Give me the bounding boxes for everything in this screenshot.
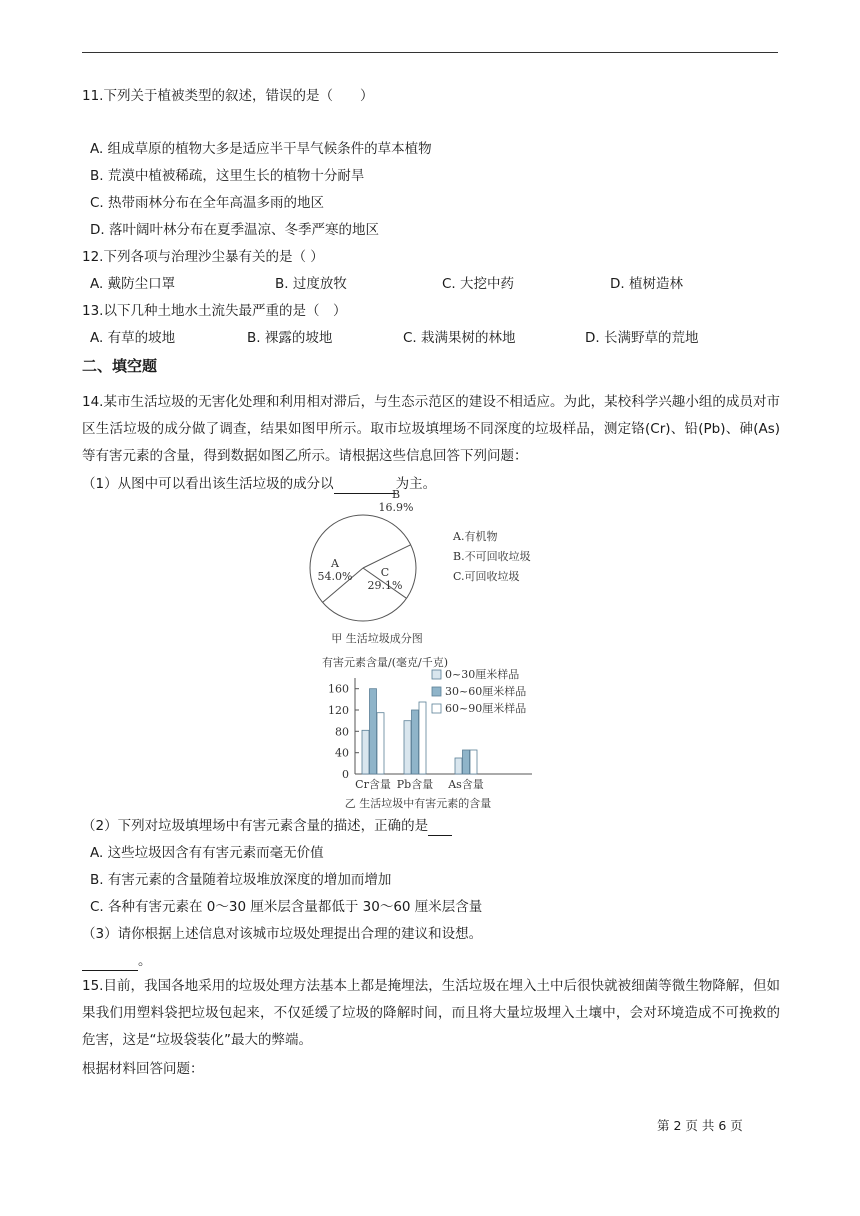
bar-category-label: As含量	[448, 778, 484, 791]
q12-option-c: C. 大挖中药	[442, 276, 515, 292]
q12-stem: 12.下列各项与治理沙尘暴有关的是（ ）	[82, 249, 324, 265]
q14-sub3-answer	[82, 951, 152, 971]
q13-option-b: B. 裸露的坡地	[247, 330, 333, 346]
q14-sub1-blank	[334, 477, 396, 494]
bar-category-label: Cr含量	[355, 778, 391, 791]
bar-y-tick-label: 120	[328, 704, 349, 717]
bar-As含量-60~90厘米样品	[470, 750, 477, 774]
bar-Pb含量-0~30厘米样品	[404, 721, 411, 774]
q11-stem: 11.下列关于植被类型的叙述，错误的是（ ）	[82, 88, 374, 104]
q14-figures	[300, 488, 570, 816]
bar-Cr含量-30~60厘米样品	[370, 689, 377, 774]
q13-stem: 13.以下几种土地水土流失最严重的是（ ）	[82, 303, 347, 319]
bar-y-tick-label: 40	[335, 746, 349, 760]
bar-legend-item: 0~30厘米样品	[445, 668, 520, 681]
bar-legend-swatch	[432, 670, 441, 679]
bar-legend-swatch	[432, 687, 441, 696]
bar-y-tick-label: 160	[328, 682, 349, 696]
bar-Cr含量-60~90厘米样品	[377, 713, 384, 774]
pie-legend-item: C.可回收垃圾	[453, 570, 520, 583]
q11-option-c: C. 热带雨林分布在全年高温多雨的地区	[90, 195, 325, 211]
q13-option-c: C. 栽满果树的林地	[403, 330, 516, 346]
pie-slice-label-a: A	[331, 557, 339, 570]
bar-legend-item: 30~60厘米样品	[445, 685, 527, 698]
q14-sub2-option-b: B. 有害元素的含量随着垃圾堆放深度的增加而增加	[90, 872, 392, 888]
bar-chart-ylabel: 有害元素含量/(毫克/千克)	[322, 656, 448, 669]
pie-chart	[310, 488, 416, 621]
q14-sub2-option-c: C. 各种有害元素在 0～30 厘米层含量都低于 30～60 厘米层含量	[90, 899, 483, 915]
q14-sub2	[82, 816, 452, 836]
bar-Pb含量-60~90厘米样品	[419, 702, 426, 774]
q14-sub1-text: （1）从图中可以看出该生活垃圾的成分以	[82, 476, 334, 492]
pie-slice-boundary-b	[363, 545, 411, 568]
bar-legend	[432, 667, 526, 715]
q14-sub3-blank	[82, 954, 138, 971]
bar-Pb含量-30~60厘米样品	[412, 710, 419, 774]
q14-sub1-tail: 为主。	[395, 476, 437, 492]
q13-option-a: A. 有草的坡地	[90, 330, 176, 346]
bar-As含量-0~30厘米样品	[455, 758, 462, 774]
bar-As含量-30~60厘米样品	[463, 750, 470, 774]
pie-slice-value-b: 16.9%	[378, 501, 414, 514]
pie-legend	[452, 529, 531, 583]
pie-slice-label-c: C	[380, 566, 390, 579]
q14-sub2-option-a: A. 这些垃圾因含有有害元素而毫无价值	[90, 845, 324, 861]
q12-option-a: A. 戴防尘口罩	[90, 276, 176, 292]
bar-y-tick-label: 0	[342, 768, 349, 781]
bar-category-label: Pb含量	[396, 778, 434, 791]
pie-legend-item: A.有机物	[453, 530, 498, 543]
pie-chart-title: 甲 生活垃圾成分图	[331, 632, 423, 645]
q12-option-b: B. 过度放牧	[275, 276, 347, 292]
q13-option-d: D. 长满野草的荒地	[585, 330, 699, 346]
q14-sub3: （3）请你根据上述信息对该城市垃圾处理提出合理的建议和设想。	[82, 926, 483, 942]
header-rule	[82, 52, 778, 53]
pie-slice-value-a: 54.0%	[317, 570, 353, 583]
q11-option-d: D. 落叶阔叶林分布在夏季温凉、冬季严寒的地区	[90, 222, 379, 238]
section-heading: 二、填空题	[82, 357, 158, 375]
page-footer: 第 2 页 共 6 页	[657, 1118, 743, 1133]
q11-option-a: A. 组成草原的植物大多是适应半干旱气候条件的草本植物	[90, 141, 432, 157]
q14-intro: 14.某市生活垃圾的无害化处理和利用相对滞后，与生态示范区的建设不相适应。为此，某校科学兴趣小组的成员对市区生活垃圾的成分做了调查，结果如图甲所示。取市垃圾填埋场不同深度的垃圾样品，测定铬(Cr)、铅(Pb)、砷(As)等有害元素的含量，得到数据如图乙所示。请根据这些信息回答下列问题：	[82, 394, 780, 464]
q11-option-b: B. 荒漠中植被稀疏，这里生长的植物十分耐旱	[90, 168, 365, 184]
q14-sub2-text: （2）下列对垃圾填埋场中有害元素含量的描述，正确的是	[82, 818, 429, 834]
bar-y-tick-label: 80	[335, 725, 349, 739]
q14-sub1	[82, 474, 436, 494]
bar-Cr含量-0~30厘米样品	[362, 730, 369, 774]
q12-option-d: D. 植树造林	[610, 276, 683, 292]
q14-sub2-blank	[428, 819, 452, 836]
q15-prompt: 根据材料回答问题：	[82, 1061, 204, 1077]
bar-legend-swatch	[432, 704, 441, 713]
pie-slice-label-b: B	[391, 488, 401, 501]
bar-legend-item: 60~90厘米样品	[445, 702, 527, 715]
pie-slice-value-c: 29.1%	[367, 579, 403, 592]
q14-sub3-tail: 。	[138, 953, 152, 969]
q15-paragraph: 15.目前，我国各地采用的垃圾处理方法基本上都是掩埋法，生活垃圾在埋入土中后很快就被细菌等微生物降解，但如果我们用塑料袋把垃圾包起来，不仅延缓了垃圾的降解时间，而且将大量垃圾埋入土壤中，会对环境造成不可挽救的危害，这是“垃圾袋装化”最大的弊端。	[82, 978, 780, 1048]
bar-chart-title: 乙 生活垃圾中有害元素的含量	[344, 797, 492, 810]
pie-legend-item: B.不可回收垃圾	[453, 550, 531, 563]
